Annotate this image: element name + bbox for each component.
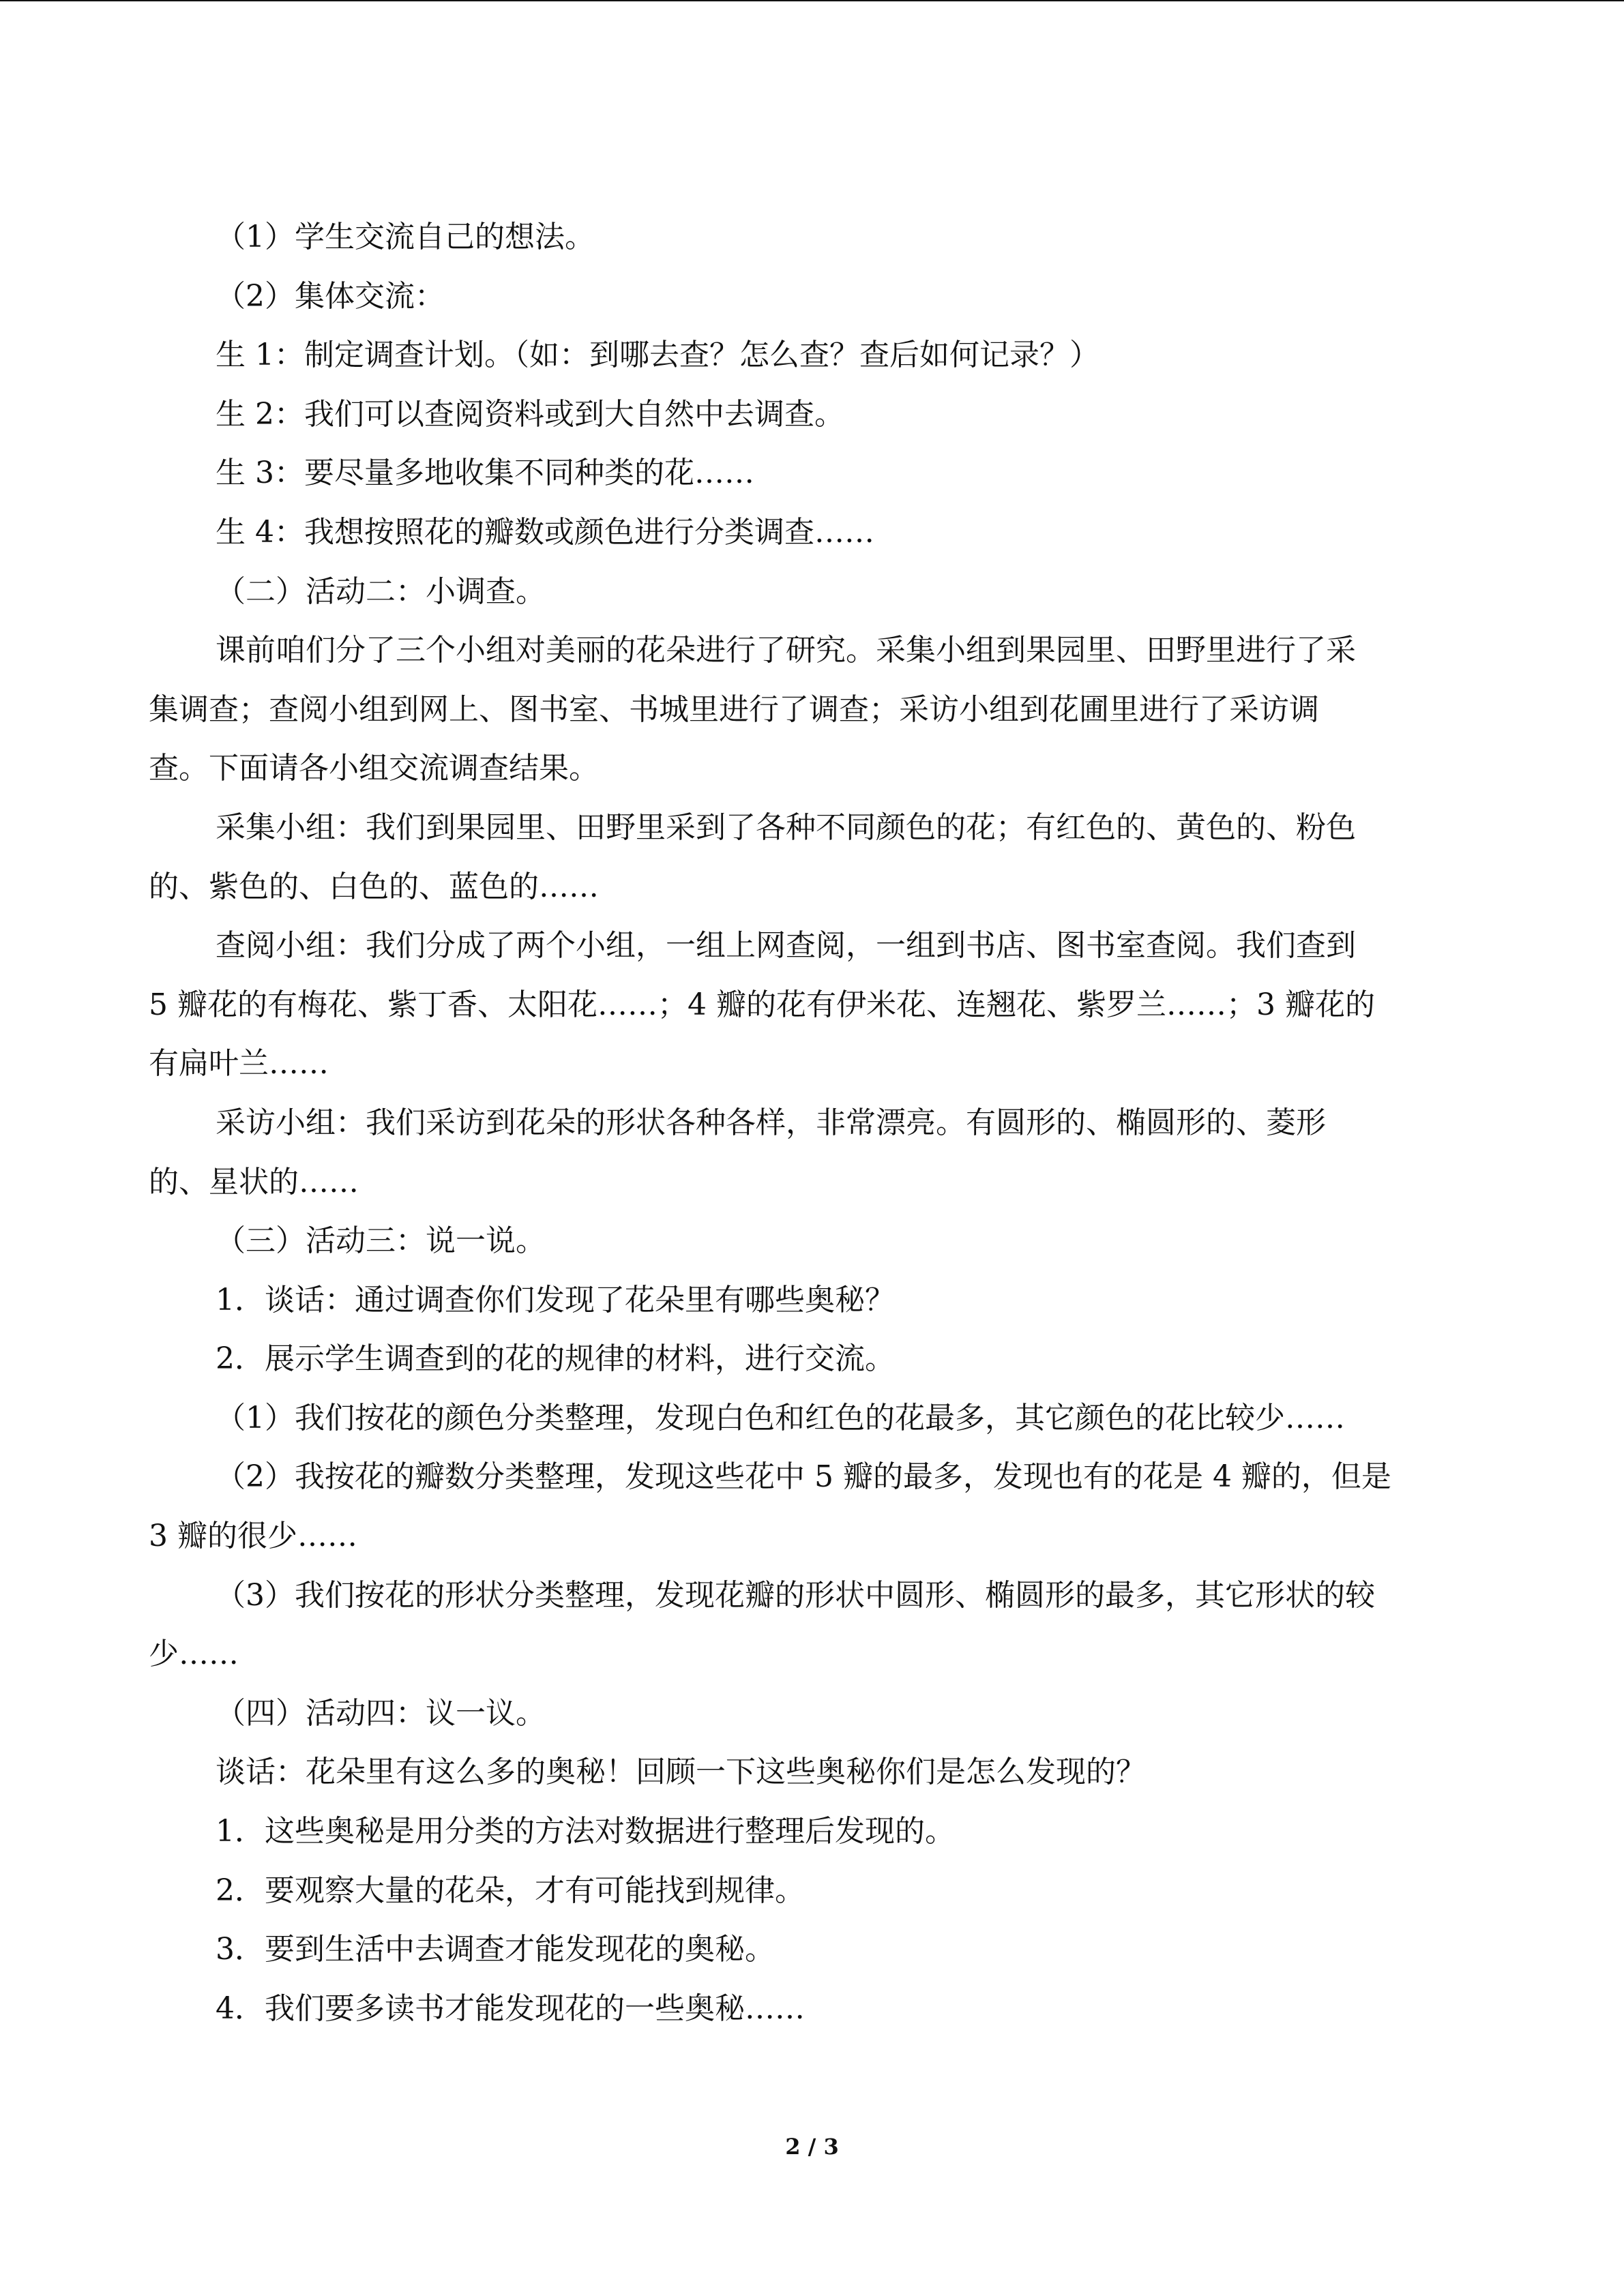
list-item: 1．这些奥秘是用分类的方法对数据进行整理后发现的。 [216,1814,955,1849]
paragraph-line: 有扁叶兰…… [149,1046,329,1082]
top-border-line [0,0,1624,1]
paragraph-line: 的、星状的…… [149,1164,359,1199]
document-body [149,208,1477,2038]
paragraph-line: 生 3：要尽量多地收集不同种类的花…… [216,456,754,491]
section-heading: （二）活动二：小调查。 [216,573,546,609]
paragraph-line: 生 2：我们可以查阅资料或到大自然中去调查。 [216,396,844,432]
paragraph-line: （2）集体交流： [216,278,445,314]
paragraph-line: 采集小组：我们到果园里、田野里采到了各种不同颜色的花；有红色的、黄色的、粉色 [216,809,1356,845]
page-number: 2 / 3 [785,2134,839,2160]
list-item: 2．要观察大量的花朵，才有可能找到规律。 [216,1873,805,1908]
paragraph-line: 生 1：制定调查计划。（如：到哪去查？怎么查？查后如何记录？） [216,338,1099,373]
list-item: 3．要到生活中去调查才能发现花的奥秘。 [216,1932,775,1967]
paragraph-line: 生 4：我想按照花的瓣数或颜色进行分类调查…… [216,514,874,550]
paragraph-line: 采访小组：我们采访到花朵的形状各种各样，非常漂亮。有圆形的、椭圆形的、菱形 [216,1105,1326,1140]
paragraph-line: 的、紫色的、白色的、蓝色的…… [149,869,599,904]
list-item: 4．我们要多读书才能发现花的一些奥秘…… [216,1991,805,2026]
paragraph-line: 少…… [149,1637,239,1672]
list-item: 1．谈话：通过调查你们发现了花朵里有哪些奥秘？ [216,1282,895,1317]
paragraph-line: （1）学生交流自己的想法。 [216,220,595,254]
list-item: （2）我按花的瓣数分类整理，发现这些花中 5 瓣的最多，发现也有的花是 4 瓣的，但是 [216,1459,1391,1495]
paragraph-line: 谈话：花朵里有这么多的奥秘！回顾一下这些奥秘你们是怎么发现的？ [216,1755,1146,1790]
paragraph-line: 查阅小组：我们分成了两个小组，一组上网查阅，一组到书店、图书室查阅。我们查到 [216,928,1356,964]
list-item: （3）我们按花的形状分类整理，发现花瓣的形状中圆形、椭圆形的最多，其它形状的较 [216,1577,1375,1613]
paragraph-line: 5 瓣花的有梅花、紫丁香、太阳花……；4 瓣的花有伊米花、连翘花、紫罗兰……；3 瓣花的 [149,987,1375,1022]
list-item: （1）我们按花的颜色分类整理，发现白色和红色的花最多，其它颜色的花比较少…… [216,1400,1345,1435]
section-heading: （三）活动三：说一说。 [216,1223,546,1259]
paragraph-line: 查。下面请各小组交流调查结果。 [149,751,599,786]
paragraph-line: 集调查；查阅小组到网上、图书室、书城里进行了调查；采访小组到花圃里进行了采访调 [149,691,1319,727]
section-heading: （四）活动四：议一议。 [216,1695,546,1731]
paragraph-line: 3 瓣的很少…… [149,1519,357,1554]
list-item: 2．展示学生调查到的花的规律的材料，进行交流。 [216,1341,895,1377]
paragraph-line: 课前咱们分了三个小组对美丽的花朵进行了研究。采集小组到果园里、田野里进行了采 [216,633,1356,668]
